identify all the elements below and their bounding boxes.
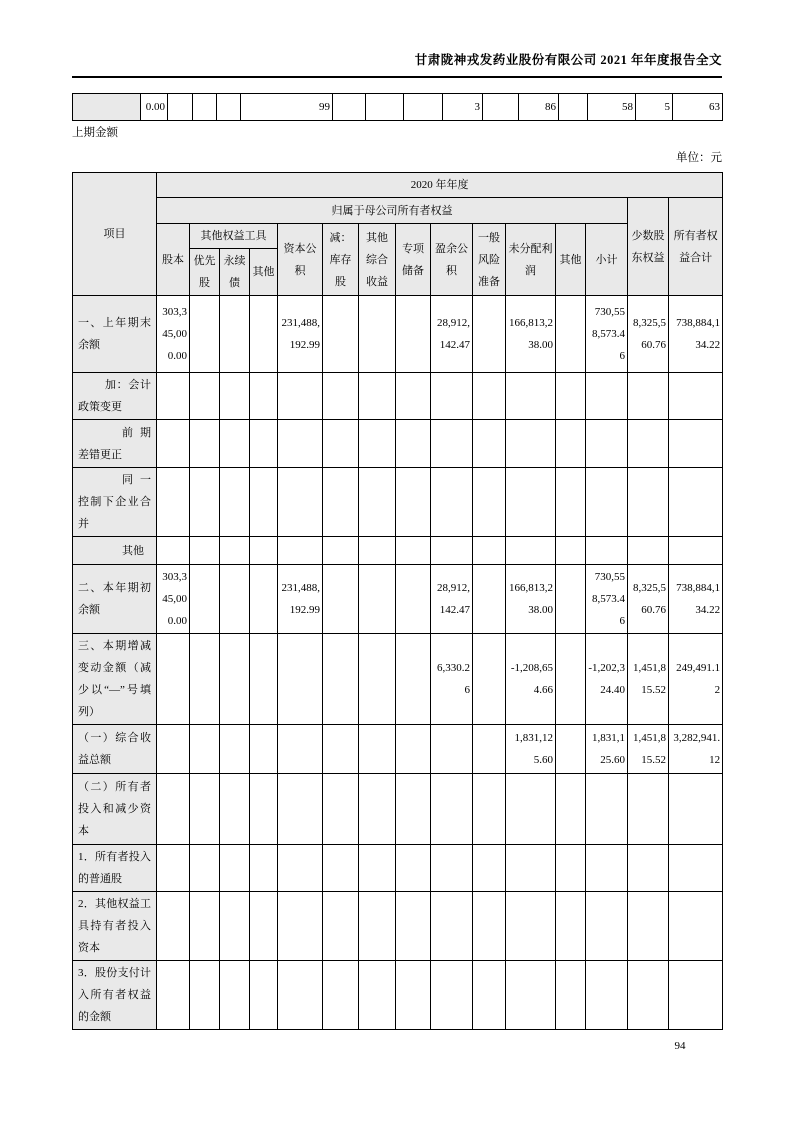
- cell: 28,912,142.47: [431, 565, 473, 634]
- parent-group-header-cell: 归属于母公司所有者权益: [157, 198, 628, 224]
- col-header-less-treasury: 减：库存股: [323, 224, 359, 296]
- cell: [359, 892, 396, 961]
- cell: [586, 961, 628, 1030]
- cell: [628, 892, 669, 961]
- cell: [556, 774, 586, 845]
- row-label: 前期差错更正: [73, 420, 157, 468]
- row-label: （一）综合收益总额: [73, 725, 157, 774]
- cell: [190, 892, 220, 961]
- cell: [586, 537, 628, 565]
- col-header-surplus-reserve: 盈余公积: [431, 224, 473, 296]
- cell: [628, 537, 669, 565]
- cell: [586, 892, 628, 961]
- cell: 738,884,134.22: [669, 565, 723, 634]
- cell: [278, 725, 323, 774]
- cell: [473, 634, 506, 725]
- cell: [359, 774, 396, 845]
- cell: [628, 774, 669, 845]
- cell: [628, 468, 669, 537]
- cell: [190, 961, 220, 1030]
- cell: [396, 725, 431, 774]
- equity-change-table: [72, 172, 723, 1030]
- cell: [506, 845, 556, 892]
- cell: [250, 420, 278, 468]
- cell: [506, 468, 556, 537]
- cell: [359, 961, 396, 1030]
- cell: [556, 468, 586, 537]
- cell: [278, 845, 323, 892]
- cell: [323, 537, 359, 565]
- cell: [190, 537, 220, 565]
- cell: [556, 892, 586, 961]
- cell: [669, 845, 723, 892]
- cell: [669, 537, 723, 565]
- cell: [220, 537, 250, 565]
- prior-row-cell: 99: [241, 94, 333, 121]
- cell: [220, 725, 250, 774]
- cell: 303,345,000.00: [157, 565, 190, 634]
- col-header-other: 其他: [556, 224, 586, 296]
- equity-table-body: [73, 296, 723, 1030]
- col-header-other-comprehensive: 其他综合收益: [359, 224, 396, 296]
- cell: [278, 373, 323, 420]
- cell: [359, 845, 396, 892]
- col-header-item: 项目: [73, 173, 157, 296]
- cell: [323, 961, 359, 1030]
- cell: [628, 845, 669, 892]
- cell: 1,451,815.52: [628, 725, 669, 774]
- cell: [250, 725, 278, 774]
- cell: [359, 420, 396, 468]
- cell: [431, 725, 473, 774]
- cell: [473, 296, 506, 373]
- cell: [396, 845, 431, 892]
- row-label: （二）所有者投入和减少资本: [73, 774, 157, 845]
- cell: [359, 725, 396, 774]
- cell: [250, 296, 278, 373]
- cell: [586, 468, 628, 537]
- cell: [473, 468, 506, 537]
- col-header-capital-reserve: 资本公积: [278, 224, 323, 296]
- cell: [157, 892, 190, 961]
- cell: [506, 420, 556, 468]
- cell: [556, 565, 586, 634]
- cell: [506, 537, 556, 565]
- cell: [157, 537, 190, 565]
- col-header-share-capital: 股本: [157, 224, 190, 296]
- report-header: [72, 50, 722, 78]
- prior-row-cell: [217, 94, 241, 121]
- cell: 3,282,941.12: [669, 725, 723, 774]
- cell: 231,488,192.99: [278, 565, 323, 634]
- cell: 1,451,815.52: [628, 634, 669, 725]
- cell: [190, 296, 220, 373]
- cell: 1,831,125.60: [586, 725, 628, 774]
- prior-row-cell: [193, 94, 217, 121]
- cell: [556, 634, 586, 725]
- cell: [220, 845, 250, 892]
- other-equity-group-header: 其他权益工具: [190, 224, 278, 249]
- cell: [396, 537, 431, 565]
- col-header-perpetual: 永续债: [220, 249, 250, 296]
- table-row: [73, 892, 723, 961]
- cell: [278, 961, 323, 1030]
- period-header-cell: 2020 年年度: [157, 173, 723, 198]
- prior-row-cell: 5: [636, 94, 673, 121]
- cell: [157, 774, 190, 845]
- cell: [250, 468, 278, 537]
- col-header-special-reserve: 专项储备: [396, 224, 431, 296]
- cell: [473, 373, 506, 420]
- cell: [396, 296, 431, 373]
- row-label: 三、本期增减变动金额（减少以“—”号填列）: [73, 634, 157, 725]
- cell: [431, 892, 473, 961]
- cell: [669, 892, 723, 961]
- cell: 6,330.26: [431, 634, 473, 725]
- section-caption: 上期金额: [72, 127, 118, 139]
- cell: [396, 565, 431, 634]
- table-row: [73, 537, 723, 565]
- cell: [473, 420, 506, 468]
- cell: [157, 961, 190, 1030]
- row-label: 3．股份支付计入所有者权益的金额: [73, 961, 157, 1030]
- table-row: [73, 725, 723, 774]
- cell: [278, 468, 323, 537]
- cell: [278, 892, 323, 961]
- cell: [190, 725, 220, 774]
- cell: [396, 373, 431, 420]
- cell: [220, 634, 250, 725]
- cell: [250, 565, 278, 634]
- cell: [586, 373, 628, 420]
- cell: [396, 892, 431, 961]
- row-label: 一、上年期末余额: [73, 296, 157, 373]
- cell: [157, 634, 190, 725]
- cell: [157, 420, 190, 468]
- col-header-general-risk: 一般风险准备: [473, 224, 506, 296]
- cell: [431, 420, 473, 468]
- prior-row-label-cell: [73, 94, 141, 121]
- prior-row-cell: [483, 94, 519, 121]
- cell: [250, 774, 278, 845]
- cell: [431, 468, 473, 537]
- table-row: [73, 774, 723, 845]
- cell: [190, 373, 220, 420]
- unit-note: 单位：元: [676, 152, 722, 164]
- cell: -1,208,654.66: [506, 634, 556, 725]
- prior-row: [73, 94, 723, 121]
- cell: [669, 468, 723, 537]
- cell: 303,345,000.00: [157, 296, 190, 373]
- cell: [220, 961, 250, 1030]
- cell: [586, 774, 628, 845]
- cell: [669, 373, 723, 420]
- cell: 231,488,192.99: [278, 296, 323, 373]
- cell: [220, 373, 250, 420]
- cell: [473, 774, 506, 845]
- cell: [157, 845, 190, 892]
- table-row: [73, 468, 723, 537]
- cell: [278, 420, 323, 468]
- col-header-total: 所有者权益合计: [669, 198, 723, 296]
- col-header-minority: 少数股东权益: [628, 198, 669, 296]
- cell: [473, 565, 506, 634]
- cell: [359, 468, 396, 537]
- prior-row-cell: 58: [588, 94, 636, 121]
- row-label: 二、本年期初余额: [73, 565, 157, 634]
- prior-row-cell: 3: [443, 94, 483, 121]
- cell: [359, 634, 396, 725]
- prior-row-cell: [366, 94, 404, 121]
- cell: [323, 725, 359, 774]
- cell: [250, 892, 278, 961]
- cell: [628, 420, 669, 468]
- cell: 738,884,134.22: [669, 296, 723, 373]
- cell: [473, 845, 506, 892]
- cell: [669, 774, 723, 845]
- cell: [323, 774, 359, 845]
- cell: [323, 296, 359, 373]
- row-label: 同一控制下企业合并: [73, 468, 157, 537]
- cell: [431, 774, 473, 845]
- cell: [220, 420, 250, 468]
- row-label: 1．所有者投入的普通股: [73, 845, 157, 892]
- cell: [220, 296, 250, 373]
- cell: [157, 468, 190, 537]
- cell: [359, 296, 396, 373]
- cell: [506, 373, 556, 420]
- cell: [323, 373, 359, 420]
- prior-row-cell: 63: [673, 94, 723, 121]
- cell: [157, 725, 190, 774]
- cell: [556, 845, 586, 892]
- cell: [396, 468, 431, 537]
- table-row: [73, 296, 723, 373]
- cell: [506, 892, 556, 961]
- cell: [431, 537, 473, 565]
- cell: [250, 634, 278, 725]
- table-row: [73, 634, 723, 725]
- cell: [190, 774, 220, 845]
- cell: [396, 774, 431, 845]
- prior-row-cell: 86: [519, 94, 559, 121]
- cell: [396, 961, 431, 1030]
- cell: [473, 725, 506, 774]
- cell: [190, 468, 220, 537]
- cell: [190, 565, 220, 634]
- cell: 8,325,560.76: [628, 565, 669, 634]
- cell: [250, 373, 278, 420]
- cell: [431, 373, 473, 420]
- cell: [473, 961, 506, 1030]
- table-row: [73, 565, 723, 634]
- cell: [359, 565, 396, 634]
- col-header-other-instrument: 其他: [250, 249, 278, 296]
- cell: [190, 845, 220, 892]
- row-label: 2．其他权益工具持有者投入资本: [73, 892, 157, 961]
- cell: [473, 537, 506, 565]
- cell: [669, 420, 723, 468]
- cell: [250, 845, 278, 892]
- cell: [556, 373, 586, 420]
- cell: [506, 961, 556, 1030]
- cell: [556, 725, 586, 774]
- table-row: [73, 373, 723, 420]
- page-title: 甘肃陇神戎发药业股份有限公司 2021 年年度报告全文: [414, 53, 722, 67]
- col-header-subtotal: 小计: [586, 224, 628, 296]
- row-label: 加：会计政策变更: [73, 373, 157, 420]
- cell: [323, 468, 359, 537]
- cell: [556, 537, 586, 565]
- prior-row-cell: [168, 94, 193, 121]
- col-header-preferred: 优先股: [190, 249, 220, 296]
- cell: [220, 774, 250, 845]
- cell: [586, 420, 628, 468]
- prior-amount-table-fragment: [72, 93, 723, 121]
- cell: [473, 892, 506, 961]
- row-label: 其他: [73, 537, 157, 565]
- cell: [220, 892, 250, 961]
- cell: [190, 420, 220, 468]
- cell: [250, 961, 278, 1030]
- cell: [556, 296, 586, 373]
- cell: [278, 537, 323, 565]
- cell: [586, 845, 628, 892]
- cell: 1,831,125.60: [506, 725, 556, 774]
- table-row: [73, 961, 723, 1030]
- cell: [506, 774, 556, 845]
- cell: [157, 373, 190, 420]
- cell: [220, 468, 250, 537]
- prior-row-cell: 0.00: [141, 94, 168, 121]
- cell: 166,813,238.00: [506, 565, 556, 634]
- cell: 166,813,238.00: [506, 296, 556, 373]
- cell: [278, 634, 323, 725]
- cell: 730,558,573.46: [586, 296, 628, 373]
- cell: [556, 961, 586, 1030]
- cell: [628, 373, 669, 420]
- cell: [220, 565, 250, 634]
- cell: [669, 961, 723, 1030]
- cell: [323, 420, 359, 468]
- cell: 730,558,573.46: [586, 565, 628, 634]
- cell: [323, 845, 359, 892]
- cell: 28,912,142.47: [431, 296, 473, 373]
- cell: [556, 420, 586, 468]
- cell: [323, 565, 359, 634]
- prior-row-cell: [559, 94, 588, 121]
- cell: [190, 634, 220, 725]
- prior-row-cell: [404, 94, 443, 121]
- cell: [250, 537, 278, 565]
- table-row: [73, 845, 723, 892]
- cell: [396, 420, 431, 468]
- cell: [396, 634, 431, 725]
- cell: [359, 373, 396, 420]
- cell: [431, 961, 473, 1030]
- col-header-retained-profit: 未分配利润: [506, 224, 556, 296]
- cell: [359, 537, 396, 565]
- cell: 249,491.12: [669, 634, 723, 725]
- cell: [278, 774, 323, 845]
- cell: [431, 845, 473, 892]
- cell: -1,202,324.40: [586, 634, 628, 725]
- cell: [323, 634, 359, 725]
- cell: 8,325,560.76: [628, 296, 669, 373]
- page-number: 94: [674, 1040, 686, 1052]
- prior-row-cell: [333, 94, 366, 121]
- table-row: [73, 420, 723, 468]
- cell: [628, 961, 669, 1030]
- cell: [323, 892, 359, 961]
